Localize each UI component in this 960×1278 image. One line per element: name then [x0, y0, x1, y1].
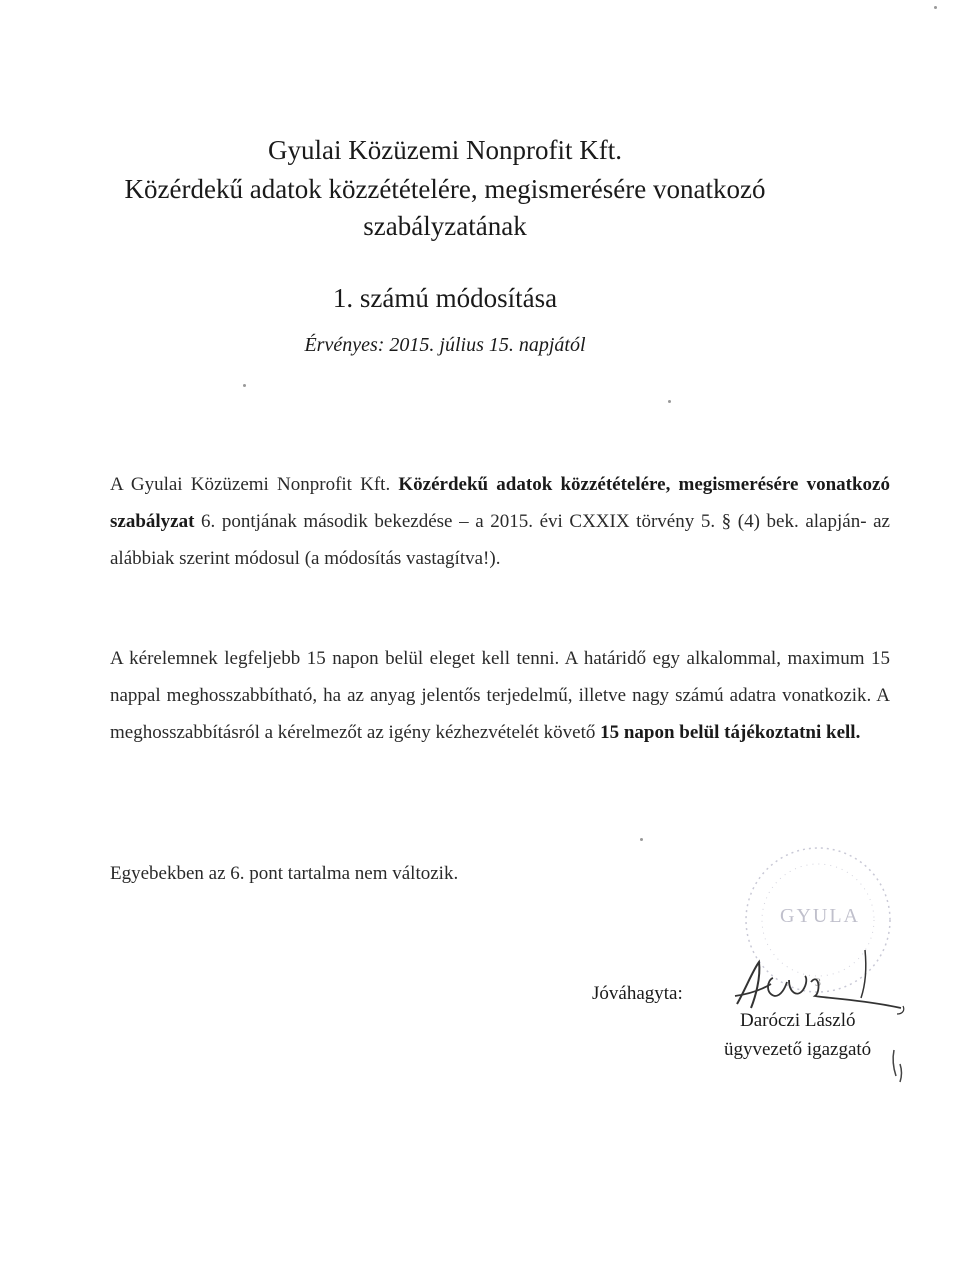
scan-speck	[668, 400, 671, 403]
intro-paragraph	[110, 466, 890, 577]
margin-mark	[888, 1044, 928, 1084]
intro-text-a: A Gyulai Közüzemi Nonprofit Kft.	[110, 474, 399, 495]
signer-name: Daróczi László	[740, 1010, 856, 1031]
approval-label: Jóváhagyta:	[592, 983, 683, 1004]
signer-title: ügyvezető igazgató	[724, 1039, 872, 1060]
company-name: Gyulai Közüzemi Nonprofit Kft.	[268, 135, 622, 165]
amendment-text-bold: 15 napon belül tájékoztatni kell.	[600, 722, 861, 743]
document-title-line-1: Közérdekű adatok közzétételére, megismerésére vonatkozó	[124, 174, 766, 204]
svg-text:3: 3	[815, 975, 821, 989]
scan-speck	[934, 6, 937, 9]
document-title-line-2: szabályzatának	[363, 211, 527, 241]
closing-paragraph: Egyebekben az 6. pont tartalma nem változik.	[110, 863, 459, 884]
scan-speck	[640, 838, 643, 841]
handwritten-signature	[715, 940, 915, 1020]
stamp-text: GYULA	[780, 905, 860, 927]
amendment-paragraph	[110, 640, 890, 751]
intro-text-c: 6. pontjának második bekezdése – a 2015. évi CXXIX törvény 5. § (4) bek. alapján- az alábbiak szerint módosul (a módosítás vastagítva!).	[110, 511, 890, 569]
amendment-text: A kérelemnek legfeljebb 15 napon belül eleget kell tenni. A határidő egy alkalommal, maximum 15 nappal meghosszabbítható, ha az anyag jelentős terjedelmű, illetve nagy számú adatra vonatkozik. A meghosszabbításról a kérelmezőt az igény kézhezvételét követő	[110, 648, 890, 743]
amendment-number: 1. számú módosítása	[332, 283, 558, 313]
validity-date: Érvényes: 2015. július 15. napjától	[304, 334, 586, 356]
scan-speck	[243, 384, 246, 387]
intro-text-bold: Közérdekű adatok közzétételére, megismerésére vonatkozó szabályzat	[110, 474, 890, 532]
